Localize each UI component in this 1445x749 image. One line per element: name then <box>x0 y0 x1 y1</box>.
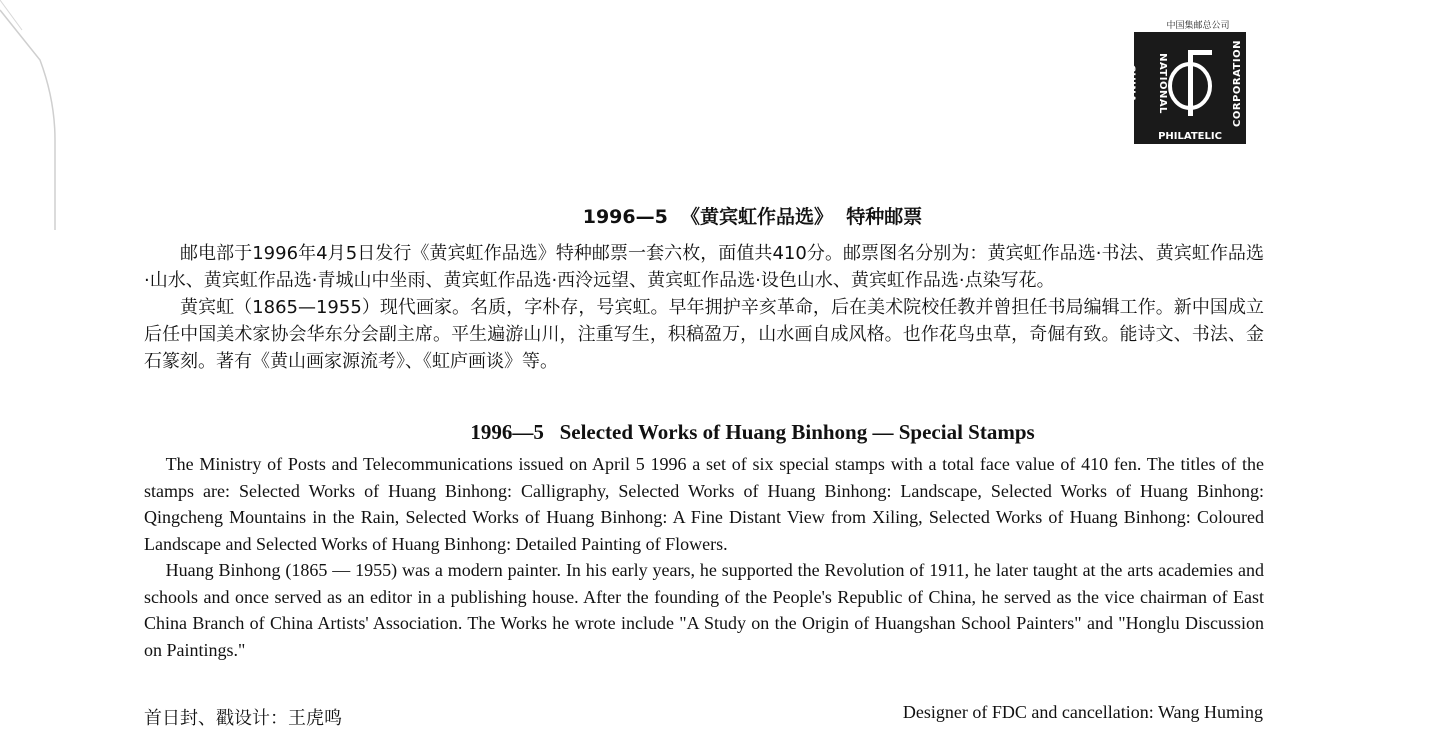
philatelic-corporation-logo <box>1118 18 1248 148</box>
logo-word-china: CHINA <box>1125 64 1137 103</box>
phi-symbol-icon <box>1164 42 1220 122</box>
chinese-paragraph-2: 黄宾虹（1865—1955）现代画家。名质，字朴存，号宾虹。早年拥护辛亥革命，后在美术院校任教并曾担任书局编辑工作。新中国成立后任中国美术家协会华东分会副主席。平生遍游山川，注重写生，积稿盈万，山水画自成风格。也作花鸟虫草，奇倔有致。能诗文、书法、金石篆刻。著有《黄山画家源流考》、《虹庐画谈》等。 <box>144 297 1264 372</box>
logo-box <box>1125 32 1246 144</box>
english-body <box>144 451 1264 663</box>
chinese-paragraph-1: 邮电部于1996年4月5日发行《黄宾虹作品选》特种邮票一套六枚，面值共410分。邮票图名分别为：黄宾虹作品选·书法、黄宾虹作品选·山水、黄宾虹作品选·青城山中坐雨、黄宾虹作品选·西泠远望、黄宾虹作品选·设色山水、黄宾虹作品选·点染写花。 <box>144 243 1264 291</box>
chinese-title: 1996—5 《黄宾虹作品选》 特种邮票 <box>582 206 923 228</box>
designer-credit-english: Designer of FDC and cancellation: Wang Huming <box>902 702 1263 722</box>
designer-credit-chinese: 首日封、戳设计：王虎鸣 <box>144 708 342 729</box>
logo-word-philatelic: PHILATELIC <box>1158 131 1222 142</box>
english-paragraph-2: Huang Binhong (1865 — 1955) was a modern painter. In his early years, he supported the Revolution of 1911, he later taught at the arts academies and schools and once served as an editor in a publishing house. After the founding of the People's Republic of China, he served as the vice chairman of East China Branch of China Artists' Association. The Works he wrote include "A Study on the Origin of Huangshan School Painters" and "Honglu Discussion on Paintings." <box>144 560 1264 660</box>
logo-chinese-name: 中国集邮总公司 <box>1166 21 1230 31</box>
logo-word-national: NATIONAL <box>1156 53 1168 114</box>
logo-word-corporation: CORPORATION <box>1231 40 1243 127</box>
english-paragraph-1: The Ministry of Posts and Telecommunications issued on April 5 1996 a set of six special stamps with a total face value of 410 fen. The titles of the stamps are: Selected Works of Huang Binhong: Calligraphy, Selected Works of Huang Binhong: Landscape, Selected Works of Huang Binhong: Qingcheng Mountains in the Rain, Selected Works of Huang Binhong: A Fine Distant View from Xiling, Selected Works of Huang Binhong: Coloured Landscape and Selected Works of Huang Binhong: Detailed Painting of Flowers. <box>144 454 1264 554</box>
english-title: 1996—5 Selected Works of Huang Binhong — Special Stamps <box>470 420 1035 444</box>
chinese-body <box>144 240 1264 375</box>
